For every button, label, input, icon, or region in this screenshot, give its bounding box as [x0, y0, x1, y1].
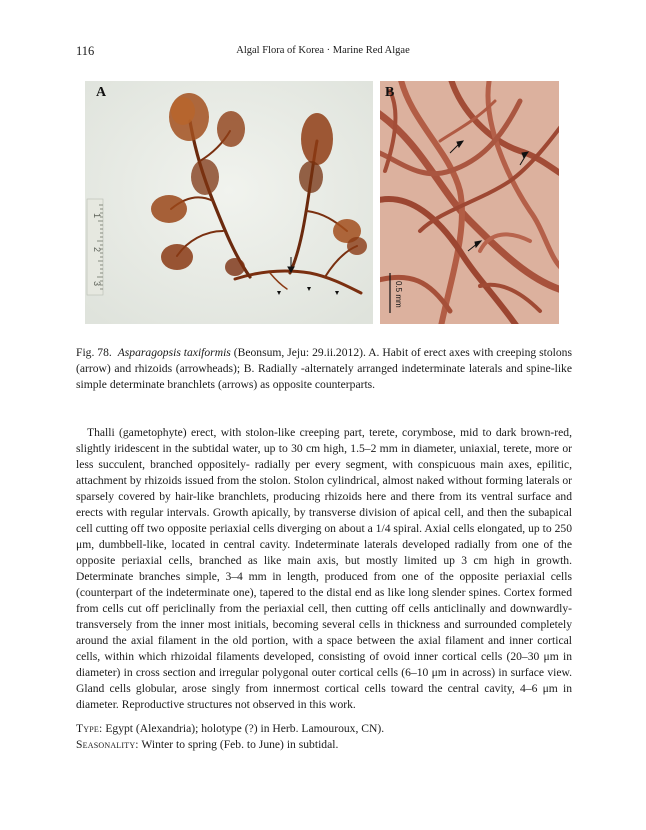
seasonality-text: Winter to spring (Feb. to June) in subtidal.: [138, 738, 339, 751]
description-paragraph: [76, 425, 572, 713]
spiral-fraction: 1/4: [375, 522, 391, 535]
description-part-1: Thalli (gametophyte) erect, with stolon-like creeping part, terete, corymbose, mid to dark brown-red, slightly iridescent in the subtidal water, up to 30 cm high, 1.5–2 mm in diameter, uniaxial, terete, more or less succulent, branched oppositely- radially per every segment, with conspicuous main axes, epilitic, attachment by rhizoids issued from the stolon. Stolon cylindrical, almost naked without forming laterals or sparsely covered by hair-like branchlets, producing rhizoids here and there from its ventral surface and erects with regular intervals. Growth apically, by transverse division of apical cell, and then the subapical cell cutting off two opposite periaxial cells diverging on about a: [76, 426, 572, 535]
habit-photo: [85, 81, 373, 324]
ruler-mark-3: 3: [92, 281, 102, 287]
type-text: Egypt (Alexandria); holotype (?) in Herb. Lamouroux, CN).: [102, 722, 385, 735]
ruler: [87, 199, 103, 295]
page-number: 116: [76, 44, 95, 58]
seasonality-label: Seasonality:: [76, 738, 139, 751]
figure-panel-a: [85, 81, 373, 324]
caption-species: Asparagopsis taxiformis: [117, 346, 231, 359]
figure-panel-b: [380, 81, 559, 324]
panel-a-label: A: [96, 85, 107, 100]
caption-fig-number: Fig. 78.: [76, 346, 112, 359]
ruler-mark-2: 2: [92, 247, 102, 253]
caption-text: (Beonsum, Jeju: 29.ii.2012). A. Habit of erect axes with creeping stolons (arrow) and rhizoids (arrowheads); B. Radially -alternately arranged indeterminate laterals and spine-like simple determinate branchlets (arrows) as opposite counterparts.: [76, 346, 572, 391]
panel-b-label: B: [385, 85, 395, 100]
type-locality: [76, 721, 572, 737]
ruler-mark-1: 1: [92, 213, 102, 219]
figure: [85, 81, 559, 324]
figure-caption: [76, 345, 572, 393]
running-head: Algal Flora of Korea · Marine Red Algae: [236, 45, 410, 56]
description-part-2: spiral. Axial cells elongated, up to 250 μm, dumbbell-like, located in central cavity. Indeterminate laterals developed radially from one of the opposite periaxial cells, branched as like main axis, but mostly limited up 3 cm high in growth. Determinate branches simple, 3–4 mm in length, produced from one of the opposite periaxial cells (counterpart of the indeterminate one), tapered to the distal end as like long slender spines. Cortex formed from cells cut off periclinally from the periaxial cell, then cutting off cells anticlinally and downwardly- transversely from the inner most initials, becoming several cells in thickness and surrounded completely around the axial filament in the old portion, with a space between the axial filament and inner cortical cells, within which rhizoidal filaments developed, consisting of ovoid inner cortical cells (20–30 μm in diameter) in cross section and irregular polygonal outer cortical cells (6–10 μm in across) in surface view. Gland cells globular, arose singly from innermost cortical cells toward the central cavity, 4–6 μm in diameter. Reproductive structures not observed in this work.: [76, 522, 572, 711]
type-label: Type:: [76, 722, 103, 735]
micrograph: [380, 81, 559, 324]
seasonality: [76, 737, 572, 753]
scale-bar-label: 0.5 mm: [394, 281, 403, 308]
